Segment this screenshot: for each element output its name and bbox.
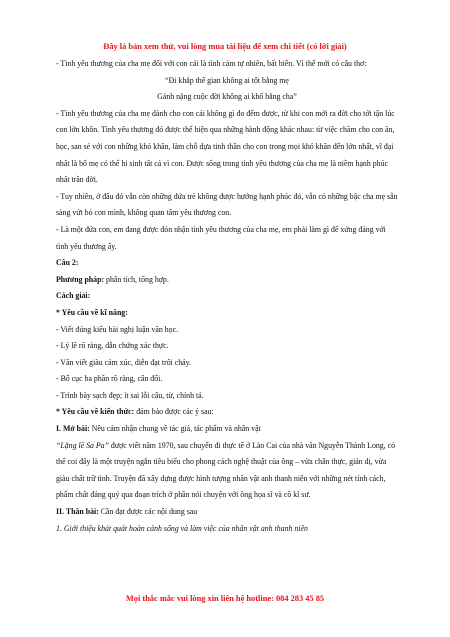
body-heading-line	[56, 504, 398, 521]
poem-line: “Đi khắp thế gian không ai tốt bằng mẹ	[165, 75, 289, 85]
paragraph: - Là một đứa con, em đang được đón nhận tình yêu thương của cha mẹ, em phải làm gì để xứng đáng với tình yêu thương ấy.	[56, 224, 386, 251]
knowledge-line	[56, 404, 398, 421]
paragraph: - Tuy nhiên, ở đâu đó vẫn còn những đứa trẻ không được hưởng hạnh phúc đó, vẫn có những bậc cha mẹ sẵn sàng vứt bỏ con mình, không quan tâm yêu thương con.	[56, 191, 398, 218]
work-description: được viết năm 1970, sau chuyến đi thực tế ở Lào Cai của nhà văn Nguyễn Thành Long, có thể coi đây là một truyện ngắn tiêu biểu cho phong cách nghệ thuật của ông – vừa chân thực, giản dị, vừa giàu chất trữ tình. Truyện đã xây dựng được hình tượng nhân vật anh thanh niên với những nét tính cách, phẩm chất đáng quý qua đoạn trích ở phần nói chuyện với ông họa sĩ và cô kĩ sư.	[56, 440, 396, 500]
document-body	[56, 56, 398, 537]
question-heading: Câu 2:	[56, 258, 79, 268]
poem-line: Gánh nặng cuộc đời không ai khổ bằng cha”	[157, 92, 297, 102]
solution-heading: Cách giải:	[56, 291, 91, 301]
intro-text: Nêu cảm nhận chung về tác giả, tác phẩm và nhân vật	[89, 424, 261, 434]
list-item: - Văn viết giàu cảm xúc, diễn đạt trôi chảy.	[56, 357, 192, 367]
intro-label: I. Mở bài:	[56, 424, 90, 434]
hotline-footer: Mọi thắc mắc vui lòng xin liên hệ hotline: 084 283 45 85	[125, 594, 325, 603]
paragraph	[56, 438, 398, 504]
list-item: - Lý lẽ rõ ràng, dẫn chứng xác thực.	[56, 341, 169, 351]
preview-notice-header: Đây là bản xem thử, vui lòng mua tài liệu để xem chi tiết (có lời giải)	[103, 42, 347, 51]
list-item: - Bố cục ba phần rõ ràng, cân đối.	[56, 374, 163, 384]
knowledge-label: * Yêu cầu về kiến thức:	[56, 407, 135, 417]
body-text: Cần đạt được các nội dung sau	[98, 507, 198, 517]
list-item: - Trình bày sạch đẹp; ít sai lỗi câu, từ, chính tả.	[56, 390, 204, 400]
list-item: - Viết đúng kiểu bài nghị luận văn học.	[56, 324, 179, 334]
paragraph: - Tình yêu thương của cha mẹ đối với con cái là tình cảm tự nhiên, bất biến. Vì thế mới có câu thơ:	[56, 59, 367, 68]
method-line	[56, 272, 398, 289]
method-text: phân tích, tổng hợp.	[104, 274, 169, 284]
intro-line	[56, 421, 398, 438]
knowledge-text: đảm bảo được các ý sau:	[134, 407, 214, 417]
subsection-heading: 1. Giới thiệu khát quát hoàn cảnh sống và làm việc của nhân vật anh thanh niên	[56, 523, 308, 533]
work-title: “Lặng lẽ Sa Pa”	[56, 440, 109, 450]
method-label: Phương pháp:	[56, 274, 105, 284]
skills-heading: * Yêu cầu về kĩ năng:	[56, 307, 128, 317]
paragraph: - Tình yêu thương của cha mẹ dành cho con cái không gì đo đếm được, từ khi con mới ra đời cho tới tận lúc con lớn khôn. Tình yêu thương đó được thể hiện qua những hành động khác nhau: từ việc chăm cho con ăn, học, san sẻ với con những khó khăn, làm chỗ dựa tinh thần cho con trong mọi khó khăn đến lớn nhất, vĩ đại nhất là bố mẹ có thể hi sinh tất cả vì con. Được sống trong tình yêu thương của cha mẹ là niềm hạnh phúc nhất trần đời.	[56, 108, 395, 185]
body-label: II. Thân bài:	[56, 507, 99, 517]
